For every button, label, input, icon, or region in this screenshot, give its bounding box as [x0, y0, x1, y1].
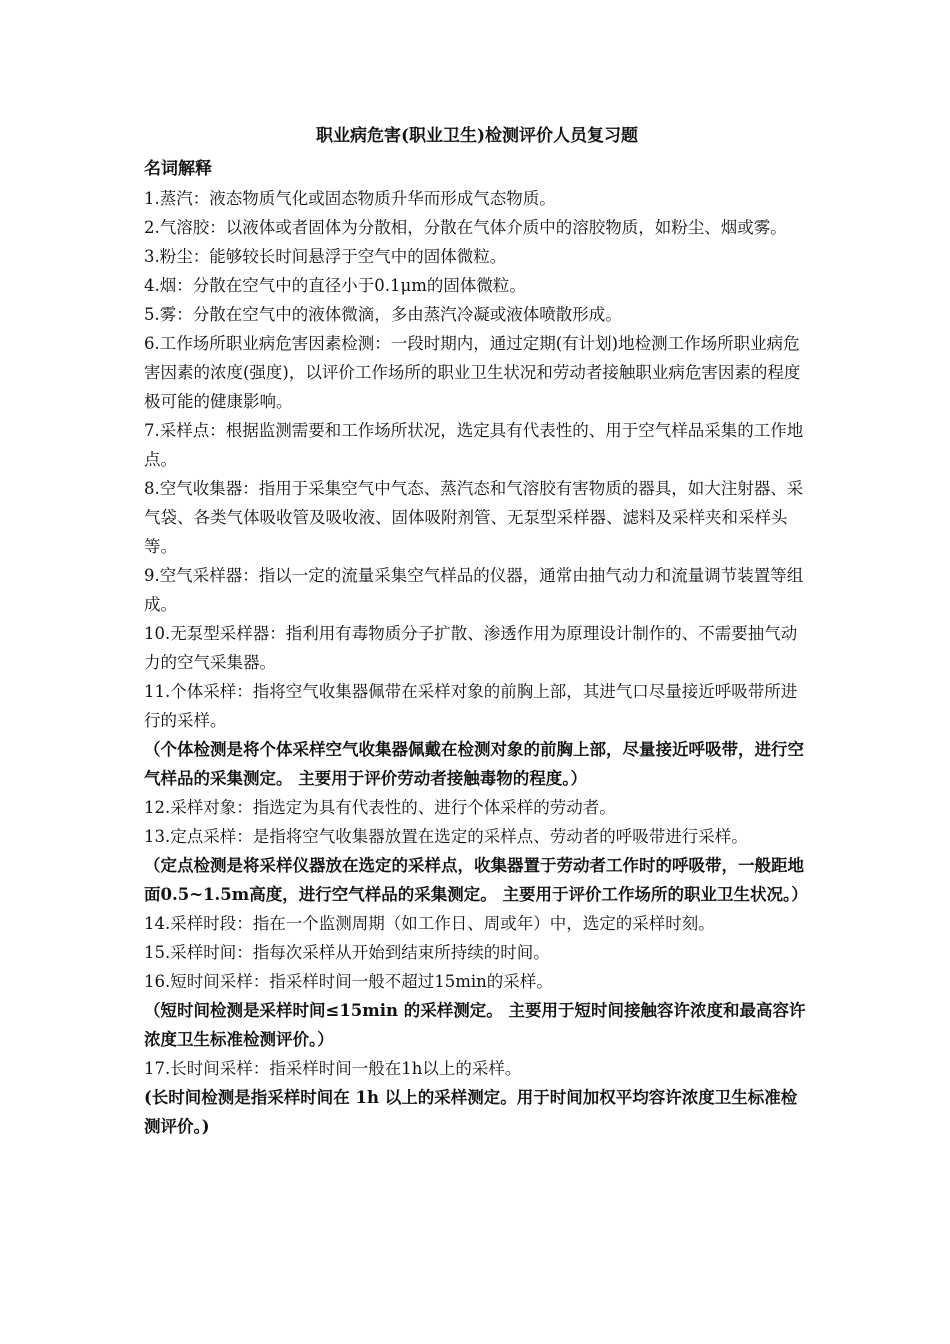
- document-title: 职业病危害(职业卫生)检测评价人员复习题: [315, 126, 639, 146]
- entry-14: 14.采样时段：指在一个监测周期（如工作日、周或年）中，选定的采样时刻。: [144, 914, 715, 933]
- entry-13: 13.定点采样：是指将空气收集器放置在选定的采样点、劳动者的呼吸带进行采样。: [144, 827, 748, 846]
- entry-15: 15.采样时间：指每次采样从开始到结束所持续的时间。: [144, 943, 550, 962]
- note-long-term-detection: (长时间检测是指采样时间在 1h 以上的采样测定。用于时间加权平均容许浓度卫生标准检测评价。): [144, 1088, 798, 1136]
- note-short-term-detection: （短时间检测是采样时间≤15min 的采样测定。 主要用于短时间接触容许浓度和最高容许浓度卫生标准检测评价。）: [144, 1001, 806, 1049]
- entry-12: 12.采样对象：指选定为具有代表性的、进行个体采样的劳动者。: [144, 798, 616, 817]
- entry-17: 17.长时间采样：指采样时间一般在1h以上的采样。: [144, 1059, 522, 1078]
- entry-5: 5.雾：分散在空气中的液体微滴，多由蒸汽冷凝或液体喷散形成。: [144, 305, 622, 324]
- note-personal-detection: （个体检测是将个体采样空气收集器佩戴在检测对象的前胸上部，尽量接近呼吸带，进行空气样品的采集测定。 主要用于评价劳动者接触毒物的程度。）: [144, 740, 804, 788]
- entry-6: 6.工作场所职业病危害因素检测：一段时期内，通过定期(有计划)地检测工作场所职业病危害因素的浓度(强度)，以评价工作场所的职业卫生状况和劳动者接触职业病危害因素的程度极可能的健康影响。: [144, 334, 801, 411]
- note-fixed-point-detection: （定点检测是将采样仪器放在选定的采样点，收集器置于劳动者工作时的呼吸带，一般距地面0.5~1.5m高度，进行空气样品的采集测定。 主要用于评价工作场所的职业卫生状况。）: [144, 856, 808, 904]
- entry-3: 3.粉尘：能够较长时间悬浮于空气中的固体微粒。: [144, 247, 507, 266]
- entry-2: 2.气溶胶：以液体或者固体为分散相，分散在气体介质中的溶胶物质，如粉尘、烟或雾。: [144, 218, 787, 237]
- entry-9: 9.空气采样器：指以一定的流量采集空气样品的仪器，通常由抽气动力和流量调节装置等组成。: [144, 566, 804, 614]
- entry-11: 11.个体采样：指将空气收集器佩带在采样对象的前胸上部，其进气口尽量接近呼吸带所进行的采样。: [144, 682, 798, 730]
- entry-10: 10.无泵型采样器：指利用有毒物质分子扩散、渗透作用为原理设计制作的、不需要抽气动力的空气采集器。: [144, 624, 798, 672]
- entry-4: 4.烟：分散在空气中的直径小于0.1μm的固体微粒。: [144, 276, 526, 295]
- entry-1: 1.蒸汽：液态物质气化或固态物质升华而形成气态物质。: [144, 189, 556, 208]
- section-heading: 名词解释: [144, 159, 212, 179]
- entry-7: 7.采样点：根据监测需要和工作场所状况，选定具有代表性的、用于空气样品采集的工作地点。: [144, 421, 804, 469]
- entry-16: 16.短时间采样：指采样时间一般不超过15min的采样。: [144, 972, 553, 991]
- entry-8: 8.空气收集器：指用于采集空气中气态、蒸汽态和气溶胶有害物质的器具，如大注射器、采气袋、各类气体吸收管及吸收液、固体吸附剂管、无泵型采样器、滤料及采样夹和采样头等。: [144, 479, 804, 556]
